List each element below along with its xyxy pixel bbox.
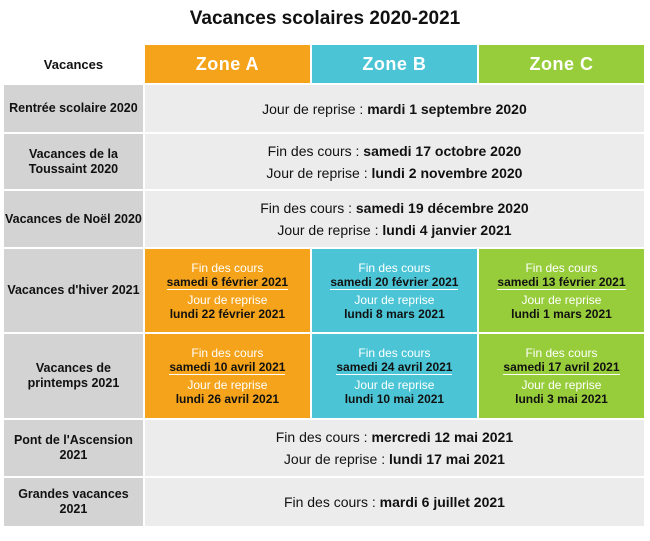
fin-date-text: samedi 20 février 2021 <box>330 274 459 289</box>
reprise-date: lundi 17 mai 2021 <box>388 451 505 467</box>
reprise-label: Jour de reprise <box>521 378 602 392</box>
reprise-date: lundi 2 novembre 2020 <box>371 164 523 181</box>
reprise-date: lundi 3 mai 2021 <box>515 392 608 406</box>
cell-grandes <box>145 476 644 526</box>
fin-date: mardi 6 juillet 2021 <box>379 494 505 510</box>
fin-date <box>312 275 477 289</box>
fin-label: Fin des cours <box>358 260 431 275</box>
reprise-label: Jour de reprise : <box>262 100 368 117</box>
reprise-date: lundi 8 mars 2021 <box>344 306 445 321</box>
fin-label: Fin des cours : <box>275 429 372 445</box>
reprise-date: lundi 10 mai 2021 <box>344 392 445 406</box>
cell-ascension <box>145 418 644 476</box>
reprise-date: lundi 26 avril 2021 <box>175 392 280 406</box>
table-row <box>4 189 644 247</box>
reprise-date: lundi 1 mars 2021 <box>511 306 612 321</box>
fin-label: Fin des cours : <box>260 200 356 216</box>
row-header-label: Vacances de la Toussaint 2020 <box>28 146 119 176</box>
row-header-label: Vacances de Noël 2020 <box>4 211 142 226</box>
reprise-label: Jour de reprise <box>187 378 268 392</box>
cell-printemps-zone-a <box>145 332 310 418</box>
fin-date <box>479 360 644 374</box>
fin-date-text: samedi 10 avril 2021 <box>169 360 286 374</box>
page-title: Vacances scolaires 2020-2021 <box>189 8 461 29</box>
cell-hiver-zone-a <box>145 247 310 332</box>
reprise-date: lundi 4 janvier 2021 <box>382 222 512 238</box>
fin-date-text: samedi 13 février 2021 <box>497 274 626 289</box>
row-header-noel <box>4 189 143 247</box>
reprise-label: Jour de reprise <box>354 378 435 392</box>
table-row <box>4 418 644 476</box>
fin-date <box>145 275 310 289</box>
cell-hiver-zone-b <box>312 247 477 332</box>
table-row <box>4 476 644 526</box>
fin-date <box>479 275 644 289</box>
column-header-zone-c: Zone C <box>479 45 644 83</box>
column-header-zone-a: Zone A <box>145 45 310 83</box>
cell-hiver-zone-c <box>479 247 644 332</box>
column-header-zone-b: Zone B <box>312 45 477 83</box>
reprise-date: lundi 22 février 2021 <box>169 306 286 321</box>
fin-label: Fin des cours <box>525 346 598 360</box>
reprise-label: Jour de reprise : <box>266 164 372 181</box>
cell-toussaint <box>145 132 644 189</box>
row-header-ascension <box>4 418 143 476</box>
fin-date-text: samedi 17 avril 2021 <box>503 360 620 374</box>
fin-label: Fin des cours <box>358 346 431 360</box>
cell-noel <box>145 189 644 247</box>
fin-label: Fin des cours <box>525 260 598 275</box>
reprise-label: Jour de reprise <box>187 292 268 307</box>
fin-date-text: samedi 6 février 2021 <box>166 274 289 289</box>
row-header-label: Pont de l'Ascension 2021 <box>13 433 133 462</box>
row-header-printemps <box>4 332 143 418</box>
fin-label: Fin des cours <box>191 346 264 360</box>
reprise-label: Jour de reprise <box>521 292 602 307</box>
fin-label: Fin des cours : <box>267 142 364 159</box>
fin-label: Fin des cours <box>191 260 264 275</box>
fin-date-text: samedi 24 avril 2021 <box>336 360 453 374</box>
fin-date: samedi 17 octobre 2020 <box>363 142 522 159</box>
cell-printemps-zone-b <box>312 332 477 418</box>
row-header-grandes <box>4 476 143 526</box>
table-row <box>4 332 644 418</box>
reprise-label: Jour de reprise : <box>277 222 383 238</box>
fin-date: samedi 19 décembre 2020 <box>355 200 529 216</box>
row-header-rentree <box>4 83 143 132</box>
row-header-toussaint <box>4 132 143 189</box>
reprise-date: mardi 1 septembre 2020 <box>367 100 527 117</box>
cell-printemps-zone-c <box>479 332 644 418</box>
fin-date: mercredi 12 mai 2021 <box>371 429 514 445</box>
cell-rentree <box>145 83 644 132</box>
column-header-vacances: Vacances <box>4 45 143 83</box>
row-header-hiver <box>4 247 143 332</box>
table-row <box>4 132 644 189</box>
row-header-label: Vacances d'hiver 2021 <box>7 283 140 297</box>
reprise-label: Jour de reprise <box>354 292 435 307</box>
row-header-label: Rentrée scolaire 2020 <box>9 101 138 115</box>
holiday-table <box>2 45 646 526</box>
fin-date <box>312 360 477 374</box>
table-row <box>4 83 644 132</box>
table-row <box>4 247 644 332</box>
row-header-label: Grandes vacances 2021 <box>18 487 129 516</box>
fin-label: Fin des cours : <box>283 494 380 510</box>
reprise-label: Jour de reprise : <box>283 451 389 467</box>
fin-date <box>145 360 310 374</box>
row-header-label: Vacances de printemps 2021 <box>27 361 120 390</box>
